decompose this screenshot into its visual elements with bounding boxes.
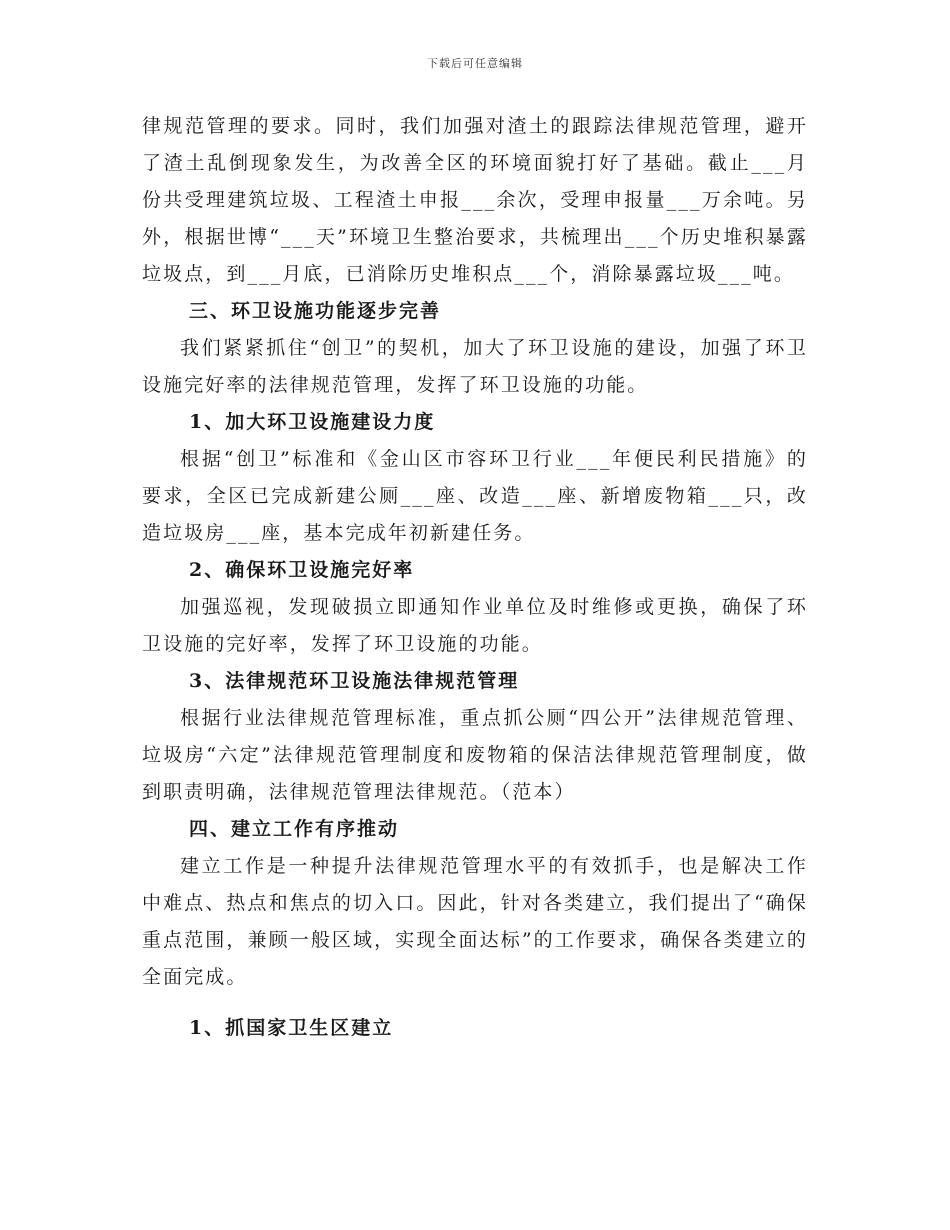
subheading-4-1: 1、抓国家卫生区建立 (189, 1017, 394, 1039)
paragraph-waste-management: 律规范管理的要求。同时，我们加强对渣土的跟踪法律规范管理，避开了渣土乱倒现象发生，为改善全区的环境面貌打好了基础。截止___月份共受理建筑垃圾、工程渣土申报___余次，受理申报量___万余吨。另外，根据世博“___天”环境卫生整治要求，共梳理出___个历史堆积暴露垃圾点，到___月底，已消除历史堆积点___个，消除暴露垃圾___吨。 (142, 115, 808, 285)
paragraph-facilities-intro: 我们紧紧抓住“创卫”的契机，加大了环卫设施的建设，加强了环卫设施完好率的法律规范管理，发挥了环卫设施的功能。 (142, 337, 808, 396)
subheading-3-1: 1、加大环卫设施建设力度 (189, 411, 436, 433)
section-heading-4: 四、建立工作有序推动 (189, 818, 400, 840)
paragraph-maintenance: 加强巡视，发现破损立即通知作业单位及时维修或更换，确保了环卫设施的完好率，发挥了环卫设施的功能。 (142, 596, 808, 655)
document-body (142, 108, 808, 1047)
paragraph-standards: 根据行业法律规范管理标准，重点抓公厕“四公开”法律规范管理、垃圾房“六定”法律规范管理制度和废物箱的保洁法律规范管理制度，做到职责明确，法律规范管理法律规范。（范本） (142, 707, 808, 803)
subheading-3-2: 2、确保环卫设施完好率 (189, 559, 415, 581)
page-header-note: 下载后可任意编辑 (427, 57, 523, 70)
paragraph-construction: 根据“创卫”标准和《金山区市容环卫行业___年便民利民措施》的要求，全区已完成新建公厕___座、改造___座、新增废物箱___只，改造垃圾房___座，基本完成年初新建任务。 (142, 448, 808, 544)
subheading-3-3: 3、法律规范环卫设施法律规范管理 (189, 670, 520, 692)
paragraph-work-promotion: 建立工作是一种提升法律规范管理水平的有效抓手，也是解决工作中难点、热点和焦点的切入口。因此，针对各类建立，我们提出了“确保重点范围，兼顾一般区域，实现全面达标”的工作要求，确保各类建立的全面完成。 (142, 855, 808, 988)
section-heading-3: 三、环卫设施功能逐步完善 (189, 300, 442, 322)
